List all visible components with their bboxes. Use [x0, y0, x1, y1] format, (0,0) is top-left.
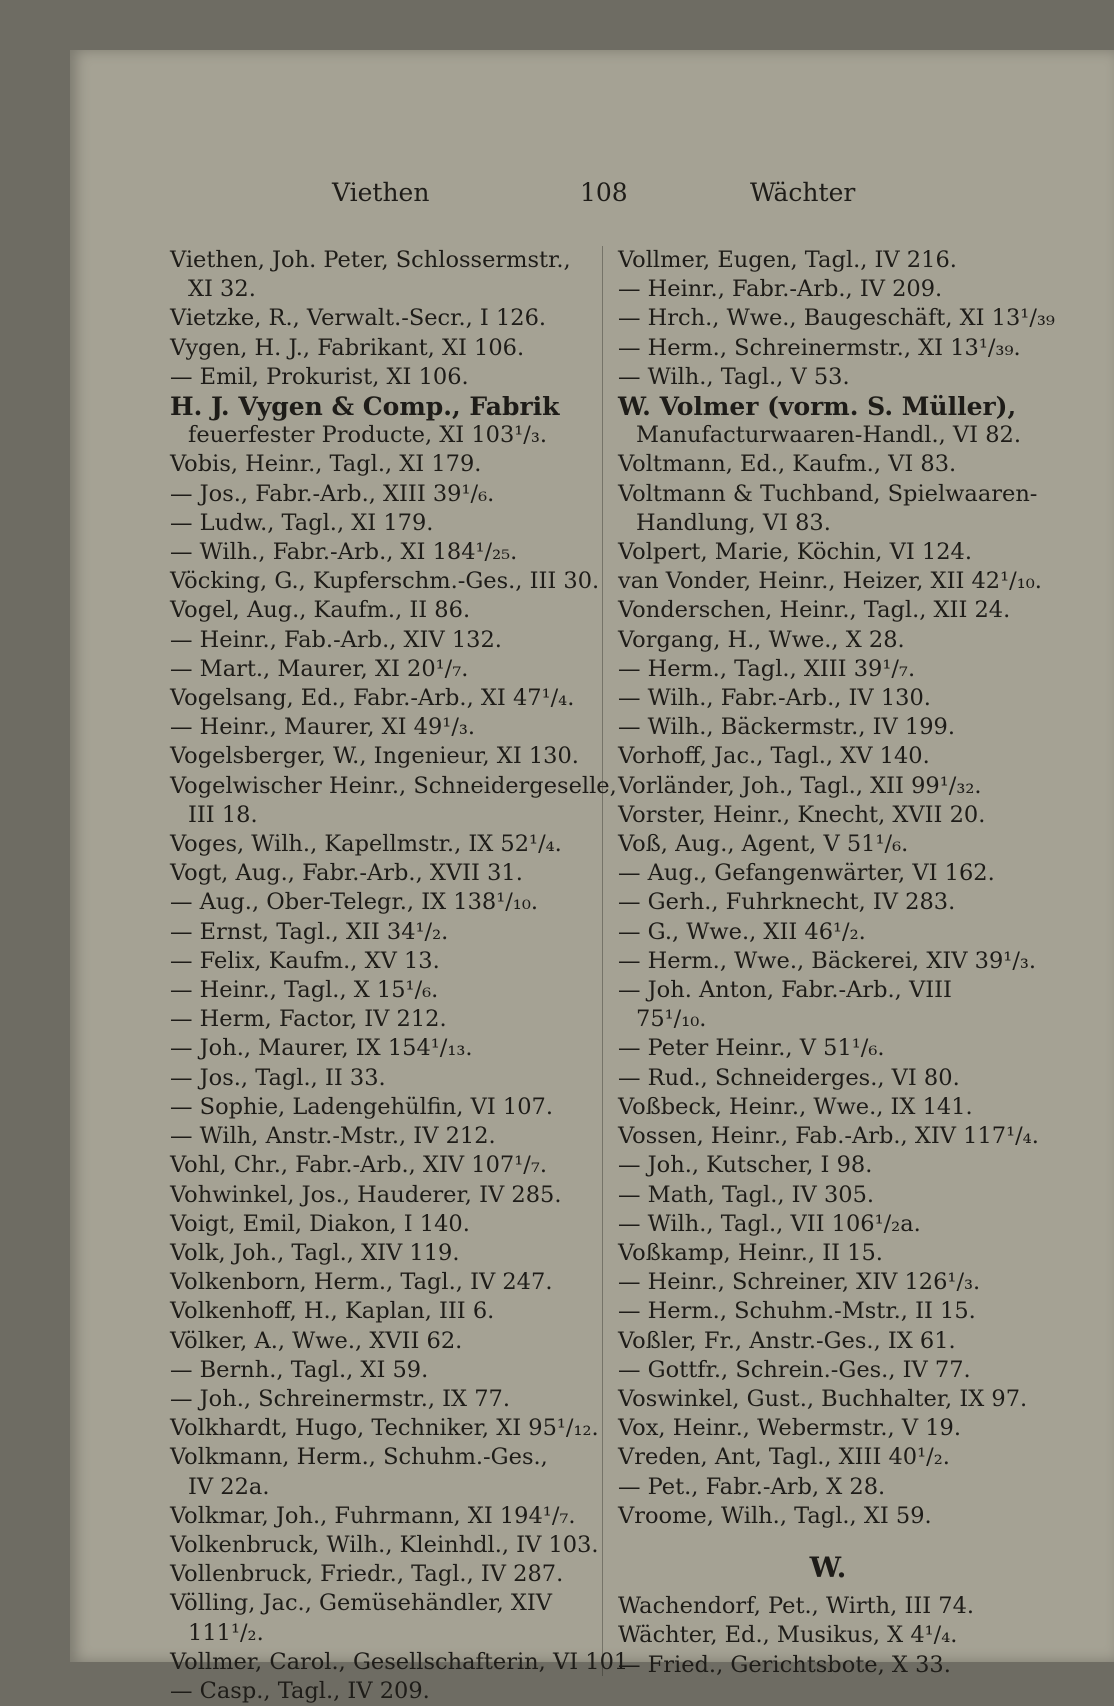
firm-entry: W. Volmer (vorm. S. Müller), — [618, 392, 1017, 422]
directory-entry: Vossen, Heinr., Fab.-Arb., XIV 117¹/₄. — [618, 1123, 1039, 1150]
directory-entry: Vogel, Aug., Kaufm., II 86. — [170, 597, 471, 624]
directory-entry: — Wilh., Bäckermstr., IV 199. — [618, 714, 956, 741]
directory-entry: — Joh. Anton, Fabr.-Arb., VIII — [618, 977, 952, 1004]
directory-entry: Vorgang, H., Wwe., X 28. — [618, 626, 905, 653]
directory-entry-continuation: XI 32. — [188, 276, 256, 303]
directory-entry: — Hrch., Wwe., Baugeschäft, XI 13¹/₃₉ — [618, 305, 1055, 332]
directory-entry: — Casp., Tagl., IV 209. — [170, 1677, 430, 1704]
directory-entry: Vygen, H. J., Fabrikant, XI 106. — [170, 334, 525, 361]
directory-entry: Vogelsberger, W., Ingenieur, XI 130. — [170, 743, 579, 770]
directory-entry: Vollmer, Carol., Gesellschafterin, VI 101 — [170, 1648, 629, 1675]
directory-entry: Völker, A., Wwe., XVII 62. — [170, 1327, 463, 1354]
directory-entry: Volkenborn, Herm., Tagl., IV 247. — [170, 1269, 553, 1296]
directory-entry: — Gottfr., Schrein.-Ges., IV 77. — [618, 1356, 971, 1383]
right-column — [618, 246, 1055, 1680]
directory-entry: — Jos., Tagl., II 33. — [170, 1064, 386, 1091]
directory-entry: Vietzke, R., Verwalt.-Secr., I 126. — [170, 305, 547, 332]
directory-entry: — Herm., Wwe., Bäckerei, XIV 39¹/₃. — [618, 947, 1037, 974]
directory-entry: Vohwinkel, Jos., Hauderer, IV 285. — [170, 1181, 562, 1208]
directory-entry: — Herm., Schreinermstr., XI 13¹/₃₉. — [618, 334, 1021, 361]
directory-entry: Vogelsang, Ed., Fabr.-Arb., XI 47¹/₄. — [170, 685, 575, 712]
directory-entry-continuation: feuerfester Producte, XI 103¹/₃. — [188, 422, 548, 449]
directory-entry: Volkmar, Joh., Fuhrmann, XI 194¹/₇. — [170, 1502, 576, 1529]
directory-entry: — Sophie, Ladengehülfin, VI 107. — [170, 1093, 553, 1120]
directory-entry: — Heinr., Fabr.-Arb., IV 209. — [618, 276, 943, 303]
directory-entry: Volpert, Marie, Köchin, VI 124. — [618, 539, 972, 566]
directory-entry: — Heinr., Fab.-Arb., XIV 132. — [170, 626, 502, 653]
directory-entry: Vobis, Heinr., Tagl., XI 179. — [170, 451, 482, 478]
directory-entry: Volkenbruck, Wilh., Kleinhdl., IV 103. — [170, 1531, 599, 1558]
directory-entry: — Rud., Schneiderges., VI 80. — [618, 1064, 960, 1091]
directory-entry: — Peter Heinr., V 51¹/₆. — [618, 1035, 885, 1062]
header-last-name: Wächter — [750, 178, 856, 207]
directory-entry: — Mart., Maurer, XI 20¹/₇. — [170, 655, 469, 682]
directory-entry: Vollmer, Eugen, Tagl., IV 216. — [618, 247, 957, 273]
directory-entry: — Wilh, Anstr.-Mstr., IV 212. — [170, 1123, 496, 1150]
directory-entry-continuation: IV 22a. — [188, 1473, 270, 1500]
directory-entry-continuation: III 18. — [188, 801, 258, 828]
directory-entry: Volkhardt, Hugo, Techniker, XI 95¹/₁₂. — [170, 1415, 599, 1442]
left-column — [170, 246, 629, 1706]
directory-entry: — Herm, Factor, IV 212. — [170, 1006, 447, 1033]
directory-entry: Vogt, Aug., Fabr.-Arb., XVII 31. — [170, 860, 523, 887]
directory-entry: — Fried., Gerichtsbote, X 33. — [618, 1651, 951, 1678]
directory-entry: Vorländer, Joh., Tagl., XII 99¹/₃₂. — [618, 772, 982, 799]
directory-entry: Vonderschen, Heinr., Tagl., XII 24. — [618, 597, 1011, 624]
header-first-name: Viethen — [332, 178, 430, 207]
directory-entry-continuation: Manufacturwaaren-Handl., VI 82. — [636, 422, 1021, 449]
column-divider — [602, 246, 603, 1676]
directory-entry: — Heinr., Tagl., X 15¹/₆. — [170, 977, 439, 1004]
directory-entry: Voigt, Emil, Diakon, I 140. — [170, 1210, 470, 1237]
directory-entry: Vogelwischer Heinr., Schneidergeselle, — [170, 772, 617, 799]
page-number: 108 — [580, 178, 628, 207]
directory-entry-continuation: 111¹/₂. — [188, 1619, 264, 1646]
directory-entry: Vox, Heinr., Webermstr., V 19. — [618, 1415, 962, 1442]
directory-entry: — Wilh., Tagl., V 53. — [618, 363, 850, 390]
directory-entry-continuation: Handlung, VI 83. — [636, 509, 831, 536]
directory-entry: — G., Wwe., XII 46¹/₂. — [618, 918, 866, 945]
directory-entry: — Emil, Prokurist, XI 106. — [170, 363, 469, 390]
directory-entry: Voswinkel, Gust., Buchhalter, IX 97. — [618, 1385, 1028, 1412]
directory-entry: Voßkamp, Heinr., II 15. — [618, 1239, 883, 1266]
page-header — [70, 178, 1114, 218]
directory-entry: Voltmann & Tuchband, Spielwaaren- — [618, 480, 1038, 507]
directory-entry: — Joh., Schreinermstr., IX 77. — [170, 1385, 511, 1412]
directory-entry: Vorster, Heinr., Knecht, XVII 20. — [618, 801, 986, 828]
directory-entry: Vollenbruck, Friedr., Tagl., IV 287. — [170, 1561, 564, 1588]
directory-page — [70, 50, 1114, 1704]
directory-entry: — Heinr., Schreiner, XIV 126¹/₃. — [618, 1269, 981, 1296]
directory-entry: — Herm., Schuhm.-Mstr., II 15. — [618, 1298, 976, 1325]
directory-entry: — Herm., Tagl., XIII 39¹/₇. — [618, 655, 916, 682]
directory-entry: Vohl, Chr., Fabr.-Arb., XIV 107¹/₇. — [170, 1152, 547, 1179]
directory-entry: — Aug., Ober-Telegr., IX 138¹/₁₀. — [170, 889, 538, 916]
directory-entry: Vroome, Wilh., Tagl., XI 59. — [618, 1502, 932, 1529]
directory-entry: Völling, Jac., Gemüsehändler, XIV — [170, 1590, 553, 1617]
directory-entry: Viethen, Joh. Peter, Schlossermstr., — [170, 247, 571, 273]
directory-entry: — Ludw., Tagl., XI 179. — [170, 509, 434, 536]
directory-entry: — Wilh., Tagl., VII 106¹/₂a. — [618, 1210, 921, 1237]
section-letter: W. — [809, 1550, 847, 1584]
directory-entry: Volk, Joh., Tagl., XIV 119. — [170, 1239, 460, 1266]
directory-entry: Voges, Wilh., Kapellmstr., IX 52¹/₄. — [170, 831, 562, 858]
directory-entry: — Felix, Kaufm., XV 13. — [170, 947, 440, 974]
directory-entry: Volkmann, Herm., Schuhm.-Ges., — [170, 1444, 548, 1471]
directory-entry: — Ernst, Tagl., XII 34¹/₂. — [170, 918, 449, 945]
directory-entry: Voßbeck, Heinr., Wwe., IX 141. — [618, 1093, 973, 1120]
directory-entry: — Jos., Fabr.-Arb., XIII 39¹/₆. — [170, 480, 495, 507]
directory-entry: Vöcking, G., Kupferschm.-Ges., III 30. — [170, 568, 600, 595]
directory-entry-continuation: 75¹/₁₀. — [636, 1006, 707, 1033]
directory-entry: Wachendorf, Pet., Wirth, III 74. — [618, 1593, 975, 1620]
directory-entry: Voßler, Fr., Anstr.-Ges., IX 61. — [618, 1327, 956, 1354]
directory-entry: — Aug., Gefangenwärter, VI 162. — [618, 860, 995, 887]
directory-entry: Volkenhoff, H., Kaplan, III 6. — [170, 1298, 495, 1325]
directory-entry: — Wilh., Fabr.-Arb., IV 130. — [618, 685, 931, 712]
directory-entry: — Heinr., Maurer, XI 49¹/₃. — [170, 714, 476, 741]
directory-entry: van Vonder, Heinr., Heizer, XII 42¹/₁₀. — [618, 568, 1042, 595]
directory-entry: Voltmann, Ed., Kaufm., VI 83. — [618, 451, 957, 478]
directory-entry: — Gerh., Fuhrknecht, IV 283. — [618, 889, 956, 916]
directory-entry: Wächter, Ed., Musikus, X 4¹/₄. — [618, 1622, 958, 1649]
directory-entry: — Pet., Fabr.-Arb, X 28. — [618, 1473, 886, 1500]
directory-entry: Voß, Aug., Agent, V 51¹/₆. — [618, 831, 909, 858]
directory-entry: — Joh., Maurer, IX 154¹/₁₃. — [170, 1035, 473, 1062]
directory-entry: — Joh., Kutscher, I 98. — [618, 1152, 873, 1179]
directory-entry: Vorhoff, Jac., Tagl., XV 140. — [618, 743, 930, 770]
firm-entry: H. J. Vygen & Comp., Fabrik — [170, 392, 560, 422]
directory-entry: — Math, Tagl., IV 305. — [618, 1181, 875, 1208]
directory-entry: Vreden, Ant, Tagl., XIII 40¹/₂. — [618, 1444, 950, 1471]
directory-entry: — Bernh., Tagl., XI 59. — [170, 1356, 429, 1383]
directory-entry: — Wilh., Fabr.-Arb., XI 184¹/₂₅. — [170, 539, 518, 566]
